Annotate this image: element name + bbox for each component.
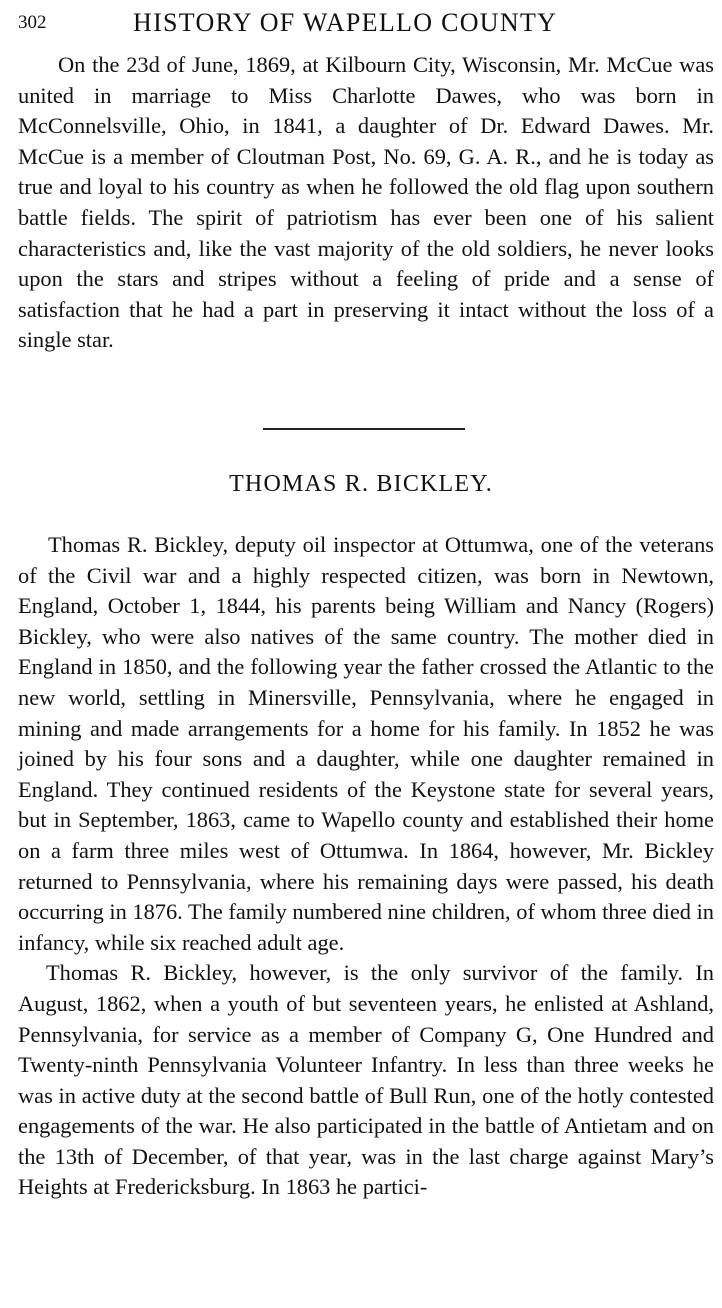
page-number: 302 <box>18 12 47 33</box>
running-title: HISTORY OF WAPELLO COUNTY <box>133 8 558 37</box>
biography-body <box>18 530 714 1203</box>
section-heading: THOMAS R. BICKLEY. <box>229 471 493 497</box>
section-divider <box>263 428 465 430</box>
intro-paragraph-block <box>18 50 714 356</box>
biography-paragraph: Thomas R. Bickley, however, is the only survivor of the family. In August, 1862, when a youth of but seventeen years, he enlisted at Ashland, Pennsylvania, for service as a member of Company G, One Hundred and Twenty-ninth Pennsylvania Volunteer Infantry. In less than three weeks he was in active duty at the second battle of Bull Run, one of the hotly contested engagements of the war. He also participated in the battle of Antietam and on the 13th of December, of that year, was in the last charge against Mary’s Heights at Fredericksburg. In 1863 he partici- <box>18 960 714 1200</box>
biography-paragraph: Thomas R. Bickley, deputy oil inspector at Ottumwa, one of the veterans of the Civil war and a highly respected citizen, was born in Newtown, England, October 1, 1844, his parents being William and Nancy (Rogers) Bickley, who were also natives of the same country. The mother died in England in 1850, and the following year the father crossed the Atlantic to the new world, settling in Minersville, Pennsylvania, where he engaged in mining and made arrangements for a home for his family. In 1852 he was joined by his four sons and a daughter, while one daughter remained in England. They continued residents of the Keystone state for several years, but in September, 1863, came to Wapello county and established their home on a farm three miles west of Ottumwa. In 1864, however, Mr. Bickley returned to Pennsylvania, where his remaining days were passed, his death occurring in 1876. The family numbered nine children, of whom three died in infancy, while six reached adult age. <box>18 532 714 955</box>
intro-paragraph: On the 23d of June, 1869, at Kilbourn City, Wisconsin, Mr. McCue was united in marriage to Miss Charlotte Dawes, who was born in McConnelsville, Ohio, in 1841, a daughter of Dr. Edward Dawes. Mr. McCue is a member of Cloutman Post, No. 69, G. A. R., and he is today as true and loyal to his country as when he followed the old flag upon southern battle fields. The spirit of patriotism has ever been one of his salient characteristics and, like the vast majority of the old soldiers, he never looks upon the stars and stripes without a feeling of pride and a sense of satisfaction that he had a part in preserving it intact without the loss of a single star. <box>18 52 714 353</box>
running-header <box>18 8 708 42</box>
